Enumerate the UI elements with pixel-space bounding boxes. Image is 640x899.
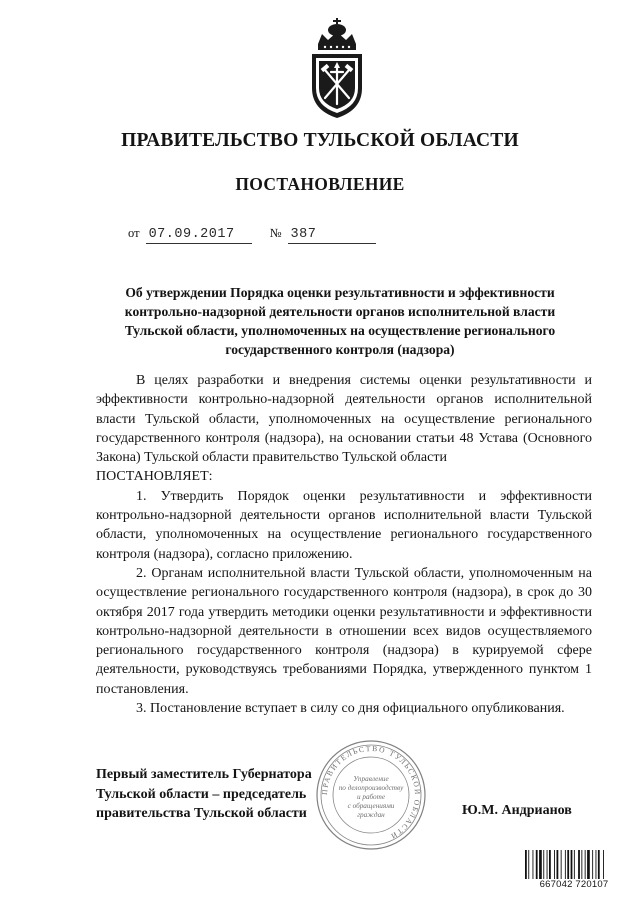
signer-name: Ю.М. Андрианов [462, 803, 572, 818]
issuing-authority: ПРАВИТЕЛЬСТВО ТУЛЬСКОЙ ОБЛАСТИ [121, 130, 519, 151]
item-3-paragraph: 3. Постановление вступает в силу со дня официального опубликования. [136, 701, 565, 717]
item-1-paragraph: 1. Утвердить Порядок оценки результативности и эффективности контрольно-надзорной деятельности органов исполнительной власти Тульской области, уполномоченных на осуществление регионального государственного контроля (надзора), согласно приложению. [96, 488, 592, 562]
stamp-line: по делопроизводству [338, 784, 404, 792]
preamble-paragraph: В целях разработки и внедрения системы оценки результативности и эффективности контрольно-надзорной деятельности органов исполнительной власти Тульской области, уполномоченных на осуществление регионального государственного контроля (надзора), на основании статьи 48 Устава (Основного Закона) Тульской области правительство Тульской области [96, 373, 592, 466]
official-stamp [314, 738, 428, 852]
stamp-line: с обращениями [347, 802, 395, 810]
date-label: от [128, 226, 140, 240]
document-type: ПОСТАНОВЛЕНИЕ [235, 174, 405, 194]
item-2-paragraph: 2. Органам исполнительной власти Тульской области, уполномоченным на осуществление регионального государственного контроля (надзора), в срок до 30 октября 2017 года утвердить методики оценки результативности и эффективности контрольно-надзорной деятельности в отношении всех видов осуществляемого регионального государственного контроля (надзора) в курируемой сфере деятельности, руководствуясь требованиями Порядка, утвержденного пунктом 1 постановления. [96, 565, 592, 697]
stamp-line: граждан [357, 811, 385, 819]
barcode-number: 667042 720107 [520, 879, 628, 890]
decree-word: ПОСТАНОВЛЯЕТ: [96, 469, 213, 485]
stamp-line: Управление [353, 775, 389, 783]
document-body [96, 371, 592, 718]
number-label: № [269, 226, 282, 240]
document-subject: Об утверждении Порядка оценки результативности и эффективности контрольно-надзорной деятельности органов исполнительной власти Тульской области, уполномоченных на осуществление регионального государственного контроля (надзора) [124, 285, 556, 357]
signer-position-line: Тульской области – председатель [96, 786, 307, 802]
document-date: 07.09.2017 [146, 227, 252, 244]
signer-position-line: правительства Тульской области [96, 806, 307, 821]
stamp-line: и работе [356, 793, 386, 801]
signer-position-block [96, 765, 312, 824]
document-date-number-row [128, 226, 376, 244]
signer-position-line: Первый заместитель Губернатора [96, 767, 312, 782]
coat-of-arms-emblem [306, 18, 368, 120]
document-number: 387 [288, 227, 376, 244]
stamp-ring-text: ПРАВИТЕЛЬСТВО ТУЛЬСКОЙ ОБЛАСТИ [319, 743, 423, 842]
